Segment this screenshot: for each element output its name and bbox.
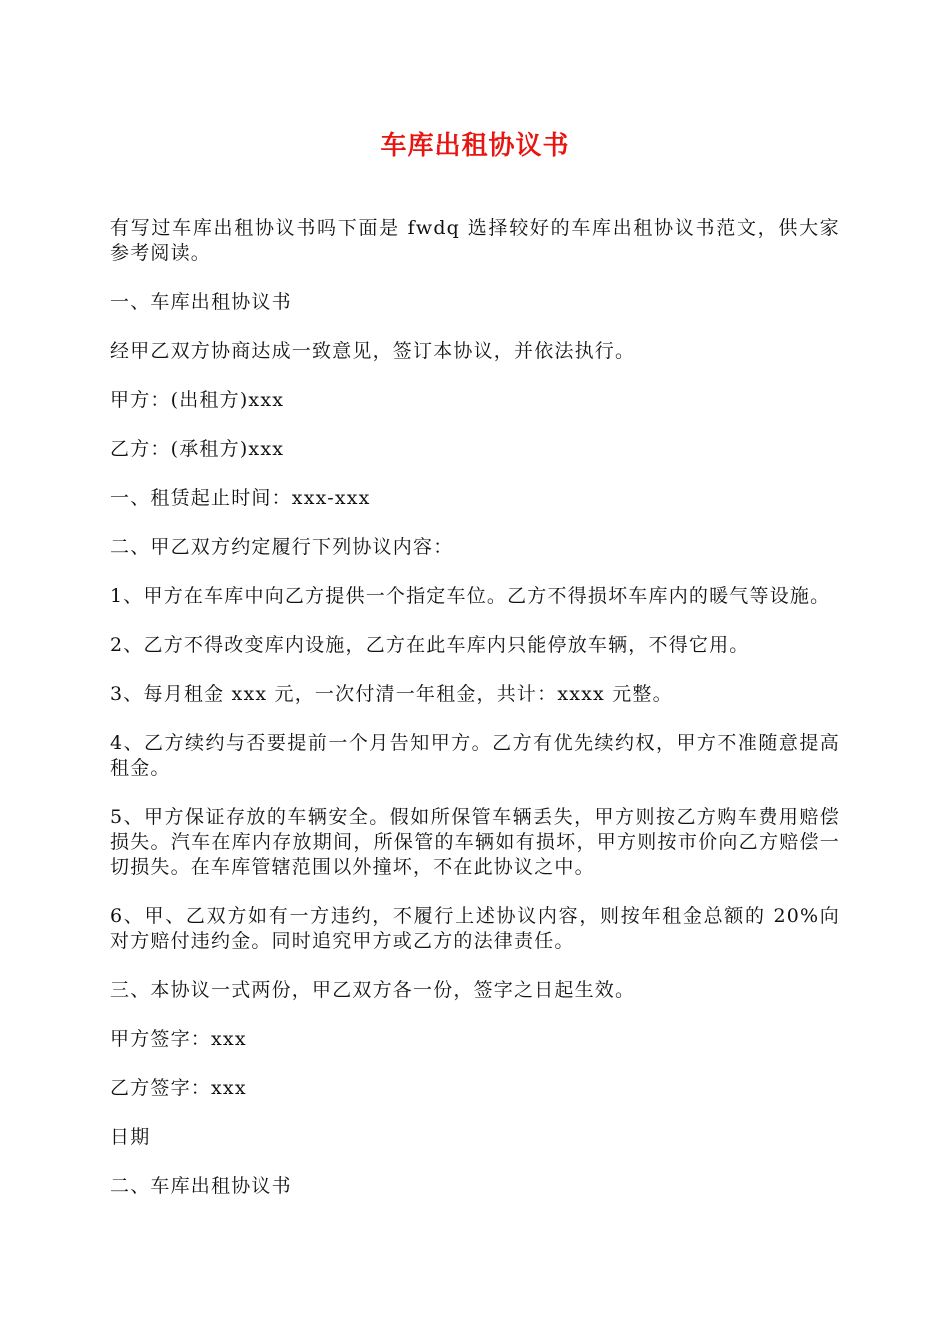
party-b-signature: 乙方签字：xxx bbox=[110, 1077, 247, 1099]
clause-4: 4、乙方续约与否要提前一个月告知甲方。乙方有优先续约权，甲方不准随意提高租金。 bbox=[110, 732, 840, 779]
clause-1: 1、甲方在车库中向乙方提供一个指定车位。乙方不得损坏车库内的暖气等设施。 bbox=[110, 585, 831, 607]
paragraph-agreement: 经甲乙双方协商达成一致意见，签订本协议，并依法执行。 bbox=[110, 340, 636, 362]
document-title: 车库出租协议书 bbox=[380, 131, 570, 161]
effective-clause: 三、本协议一式两份，甲乙双方各一份，签字之日起生效。 bbox=[110, 979, 636, 1001]
section-heading-2: 二、车库出租协议书 bbox=[110, 1175, 292, 1197]
date-label: 日期 bbox=[110, 1126, 151, 1148]
clause-2: 2、乙方不得改变库内设施，乙方在此车库内只能停放车辆，不得它用。 bbox=[110, 634, 750, 656]
section-heading-1: 一、车库出租协议书 bbox=[110, 291, 292, 313]
party-a: 甲方：(出租方)xxx bbox=[110, 389, 285, 411]
clause-5: 5、甲方保证存放的车辆安全。假如所保管车辆丢失，甲方则按乙方购车费用赔偿损失。汽车在库内存放期间，所保管的车辆如有损坏，甲方则按市价向乙方赔偿一切损失。在车库管辖范围以外撞坏，不在此协议之中。 bbox=[110, 806, 840, 878]
clause-6: 6、甲、乙双方如有一方违约，不履行上述协议内容，则按年租金总额的 20%向对方赔付违约金。同时追究甲方或乙方的法律责任。 bbox=[110, 905, 840, 952]
clause-3: 3、每月租金 xxx 元，一次付清一年租金，共计：xxxx 元整。 bbox=[110, 683, 673, 705]
party-a-signature: 甲方签字：xxx bbox=[110, 1028, 247, 1050]
paragraph-intro: 有写过车库出租协议书吗下面是 fwdq 选择较好的车库出租协议书范文，供大家参考阅读。 bbox=[110, 217, 840, 264]
document-body bbox=[110, 216, 840, 1223]
terms-heading: 二、甲乙双方约定履行下列协议内容： bbox=[110, 536, 454, 558]
lease-period: 一、租赁起止时间：xxx-xxx bbox=[110, 487, 371, 509]
party-b: 乙方：(承租方)xxx bbox=[110, 438, 285, 460]
